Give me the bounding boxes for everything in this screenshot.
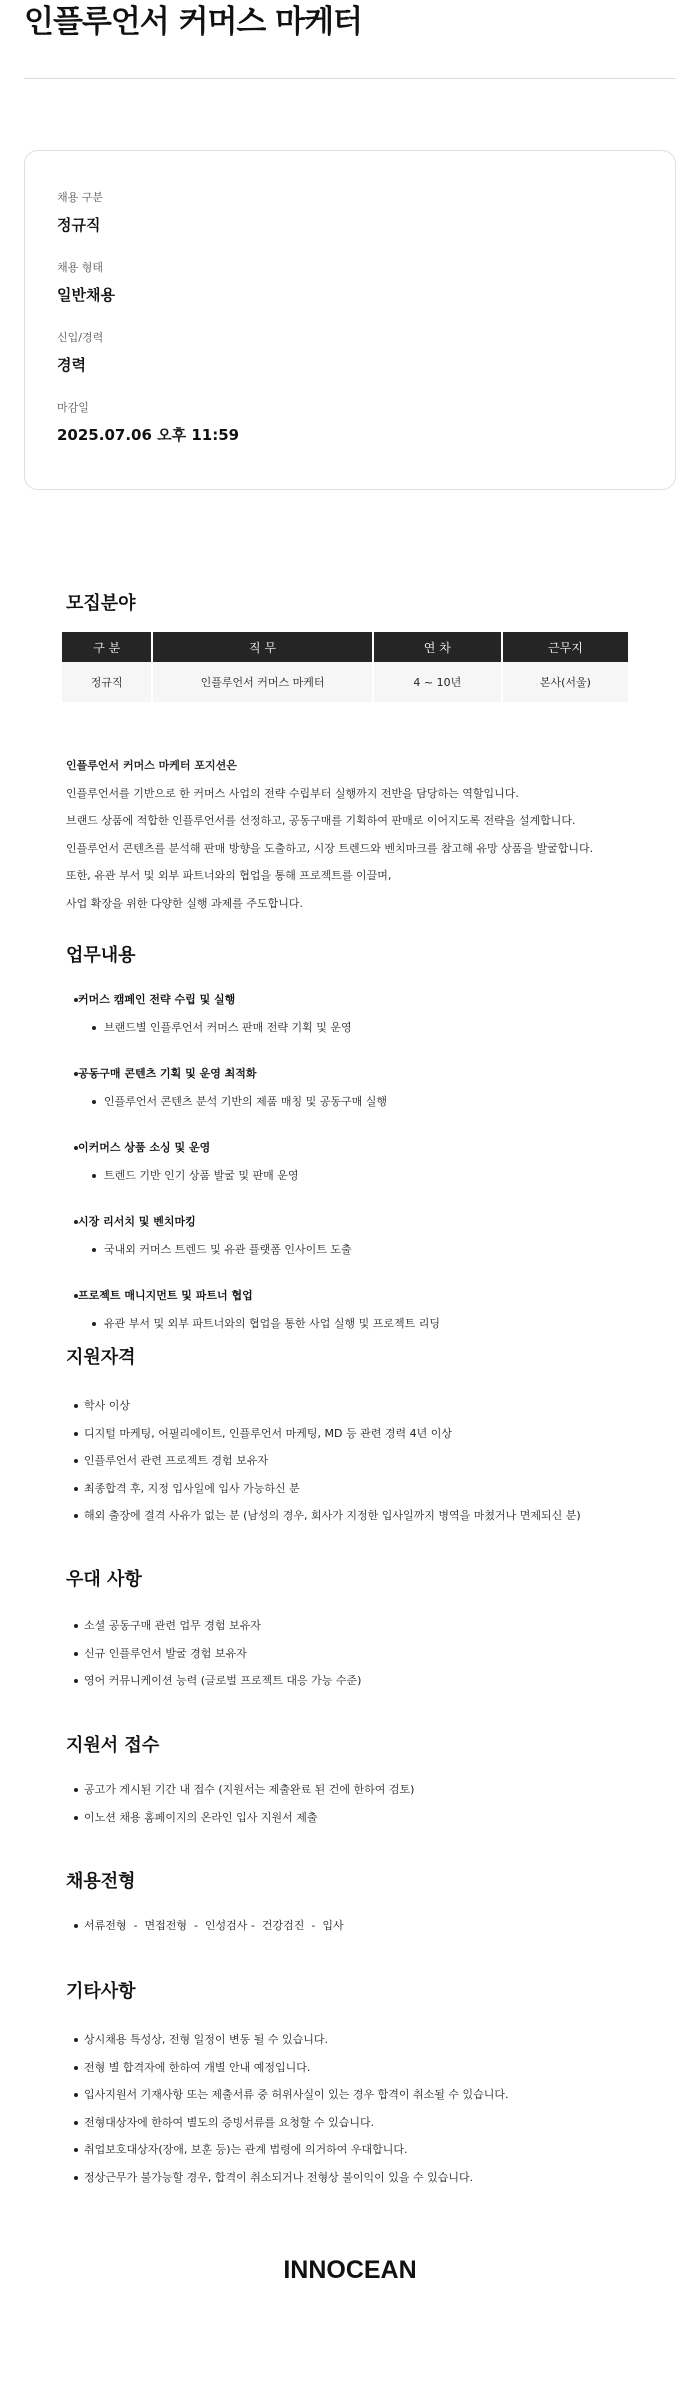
- table-cell: 정규직: [62, 662, 151, 702]
- bullet-icon: [74, 1624, 78, 1628]
- list-item: [66, 990, 646, 1038]
- bullet-icon: [74, 1924, 78, 1928]
- position-intro: [66, 752, 646, 917]
- list-item-text: 해외 출장에 결격 사유가 없는 분 (남성의 경우, 회사가 지정한 입사일까지 병역을 마쳤거나 면제되신 분): [84, 1509, 581, 1522]
- list-item-text: 디지털 마케팅, 어필리에이트, 인플루언서 마케팅, MD 등 관련 경력 4년 이상: [84, 1426, 452, 1440]
- intro-line: 인플루언서를 기반으로 한 커머스 사업의 전략 수립부터 실행까지 전반을 담당하는 역할입니다.: [66, 786, 519, 800]
- job-summary-card: [24, 150, 676, 490]
- bullet-icon: [74, 1404, 78, 1408]
- duty-list: [66, 990, 646, 1334]
- info-value: 경력: [57, 356, 86, 374]
- info-label: 마감일: [57, 401, 89, 414]
- duty-detail-text: 국내외 커머스 트렌드 및 유관 플랫폼 인사이트 도출: [104, 1243, 352, 1256]
- list-item-text: 입사지원서 기재사항 또는 제출서류 중 허위사실이 있는 경우 합격이 취소될 수 있습니다.: [84, 2088, 509, 2101]
- column-header: 구 분: [62, 632, 151, 662]
- duty-detail: [66, 1314, 646, 1334]
- list-item: [66, 1776, 666, 1804]
- list-item-text: 이노션 채용 홈페이지의 온라인 입사 지원서 제출: [84, 1810, 318, 1824]
- list-item: [66, 1640, 666, 1668]
- bullet-icon: [92, 1322, 96, 1326]
- duty-heading-text: 커머스 캠페인 전략 수립 및 실행: [78, 993, 236, 1006]
- process-list: [66, 1912, 666, 1940]
- bullet-icon: [74, 1294, 78, 1298]
- page-title: 인플루언서 커머스 마케터: [24, 4, 362, 40]
- section-title-process: 채용전형: [66, 1871, 136, 1892]
- list-item: [66, 1138, 646, 1186]
- section-title-preferences: 우대 사항: [66, 1569, 142, 1590]
- duty-heading: [66, 1212, 646, 1232]
- deadline: [57, 401, 239, 445]
- bullet-icon: [74, 2148, 78, 2152]
- list-item-text: 신규 인플루언서 발굴 경험 보유자: [84, 1646, 247, 1660]
- list-item: [66, 1286, 646, 1334]
- list-item-text: 학사 이상: [84, 1399, 131, 1412]
- column-header: 연 차: [374, 632, 501, 662]
- bullet-icon: [74, 1788, 78, 1792]
- list-item-text: 영어 커뮤니케이션 능력 (글로벌 프로젝트 대응 가능 수준): [84, 1674, 362, 1687]
- qualifications-list: [66, 1392, 666, 1530]
- section-title-recruit: 모집분야: [66, 593, 136, 614]
- list-item: [66, 1392, 666, 1420]
- bullet-icon: [92, 1026, 96, 1030]
- bullet-icon: [92, 1100, 96, 1104]
- info-value: 정규직: [57, 216, 101, 234]
- recruit-table: [60, 632, 630, 702]
- table-header-row: [62, 632, 628, 662]
- duty-detail: [66, 1092, 646, 1112]
- bullet-icon: [74, 1459, 78, 1463]
- column-header: 직 무: [153, 632, 371, 662]
- list-item-text: 전형대상자에 한하여 별도의 증빙서류를 요청할 수 있습니다.: [84, 2115, 375, 2129]
- list-item-text: 취업보호대상자(장애, 보훈 등)는 관계 법령에 의거하여 우대합니다.: [84, 2143, 408, 2156]
- list-item-text: 소셜 공동구매 관련 업무 경험 보유자: [84, 1619, 261, 1632]
- list-item-text: 정상근무가 불가능할 경우, 합격이 취소되거나 전형상 불이익이 있을 수 있습니다.: [84, 2170, 474, 2184]
- etc-list: [66, 2026, 666, 2191]
- list-item: [66, 1064, 646, 1112]
- list-item: [66, 1612, 666, 1640]
- list-item: [66, 2054, 666, 2082]
- list-item: [66, 2026, 666, 2054]
- list-item-text: 전형 별 합격자에 한하여 개별 안내 예정입니다.: [84, 2060, 311, 2074]
- table-cell: 인플루언서 커머스 마케터: [153, 662, 371, 702]
- bullet-icon: [74, 1146, 78, 1150]
- duty-detail-text: 브랜드별 인플루언서 커머스 판매 전략 기획 및 운영: [104, 1021, 352, 1034]
- bullet-icon: [74, 1679, 78, 1683]
- preferences-list: [66, 1612, 666, 1695]
- intro-line: 인플루언서 콘텐츠를 분석해 판매 방향을 도출하고, 시장 트렌드와 벤치마크를 참고해 유망 상품을 발굴합니다.: [66, 841, 594, 855]
- duty-heading-text: 공동구매 콘텐츠 기획 및 운영 최적화: [78, 1067, 257, 1080]
- bullet-icon: [74, 2176, 78, 2180]
- list-item-text: 공고가 게시된 기간 내 접수 (지원서는 제출완료 된 건에 한하여 검토): [84, 1783, 415, 1796]
- intro-heading: 인플루언서 커머스 마케터 포지션은: [66, 759, 237, 772]
- list-item: [66, 1447, 666, 1475]
- duty-heading: [66, 1138, 646, 1158]
- duty-detail: [66, 1166, 646, 1186]
- bullet-icon: [74, 2121, 78, 2125]
- duty-heading: [66, 1286, 646, 1306]
- info-label: 채용 구분: [57, 191, 104, 204]
- list-item: [66, 1804, 666, 1832]
- list-item: [66, 1667, 666, 1695]
- innocean-logo: INNOCEAN: [283, 2256, 417, 2284]
- bullet-icon: [74, 1220, 78, 1224]
- hiring-type: [57, 261, 115, 305]
- info-value: 일반채용: [57, 286, 115, 304]
- info-label: 채용 형태: [57, 261, 104, 274]
- list-item-text: 인플루언서 관련 프로젝트 경험 보유자: [84, 1454, 269, 1467]
- list-item: [66, 2109, 666, 2137]
- list-item-text: 상시채용 특성상, 전형 일정이 변동 될 수 있습니다.: [84, 2033, 328, 2046]
- bullet-icon: [74, 2066, 78, 2070]
- duty-detail-text: 유관 부서 및 외부 파트너와의 협업을 통한 사업 실행 및 프로젝트 리딩: [104, 1317, 440, 1330]
- section-title-application: 지원서 접수: [66, 1735, 160, 1756]
- list-item: [66, 1212, 646, 1260]
- duty-heading-text: 이커머스 상품 소싱 및 운영: [78, 1141, 211, 1154]
- duty-detail-text: 트렌드 기반 인기 상품 발굴 및 판매 운영: [104, 1169, 299, 1182]
- bullet-icon: [74, 1432, 78, 1436]
- info-label: 신입/경력: [57, 331, 104, 344]
- list-item: [66, 1502, 666, 1530]
- application-list: [66, 1776, 666, 1831]
- table-row: [62, 662, 628, 702]
- intro-line: 사업 확장을 위한 다양한 실행 과제를 주도합니다.: [66, 896, 303, 910]
- bullet-icon: [74, 1487, 78, 1491]
- intro-line: 브랜드 상품에 적합한 인플루언서를 선정하고, 공동구매를 기획하여 판매로 이어지도록 전략을 설계합니다.: [66, 814, 576, 827]
- duty-heading: [66, 1064, 646, 1084]
- bullet-icon: [74, 1652, 78, 1656]
- list-item: [66, 2164, 666, 2192]
- bullet-icon: [92, 1248, 96, 1252]
- list-item: [66, 1912, 666, 1940]
- title-divider: [24, 78, 676, 79]
- intro-line: 또한, 유관 부서 및 외부 파트너와의 협업을 통해 프로젝트를 이끌며,: [66, 869, 392, 882]
- bullet-icon: [74, 998, 78, 1002]
- list-item: [66, 1475, 666, 1503]
- employment-type: [57, 191, 103, 235]
- bullet-icon: [74, 2038, 78, 2042]
- section-title-duties: 업무내용: [66, 945, 136, 966]
- bullet-icon: [74, 2093, 78, 2097]
- career-level: [57, 331, 103, 375]
- list-item: [66, 2081, 666, 2109]
- list-item-text: 최종합격 후, 지정 입사일에 입사 가능하신 분: [84, 1481, 300, 1495]
- info-value: 2025.07.06 오후 11:59: [57, 426, 240, 444]
- column-header: 근무지: [503, 632, 628, 662]
- duty-detail: [66, 1018, 646, 1038]
- table-cell: 본사(서울): [503, 662, 628, 702]
- table-cell: 4 ~ 10년: [374, 662, 501, 702]
- list-item-text: 서류전형 - 면접전형 - 인성검사 - 건강검진 - 입사: [84, 1919, 344, 1932]
- bullet-icon: [74, 1816, 78, 1820]
- list-item: [66, 2136, 666, 2164]
- section-title-qualifications: 지원자격: [66, 1347, 136, 1368]
- bullet-icon: [74, 1072, 78, 1076]
- section-title-etc: 기타사항: [66, 1981, 136, 2002]
- duty-detail-text: 인플루언서 콘텐츠 분석 기반의 제품 매칭 및 공동구매 실행: [104, 1095, 387, 1108]
- bullet-icon: [74, 1514, 78, 1518]
- duty-heading: [66, 990, 646, 1010]
- bullet-icon: [92, 1174, 96, 1178]
- list-item: [66, 1420, 666, 1448]
- duty-heading-text: 프로젝트 매니지먼트 및 파트너 협업: [78, 1289, 253, 1302]
- duty-detail: [66, 1240, 646, 1260]
- duty-heading-text: 시장 리서치 및 벤치마킹: [78, 1215, 196, 1228]
